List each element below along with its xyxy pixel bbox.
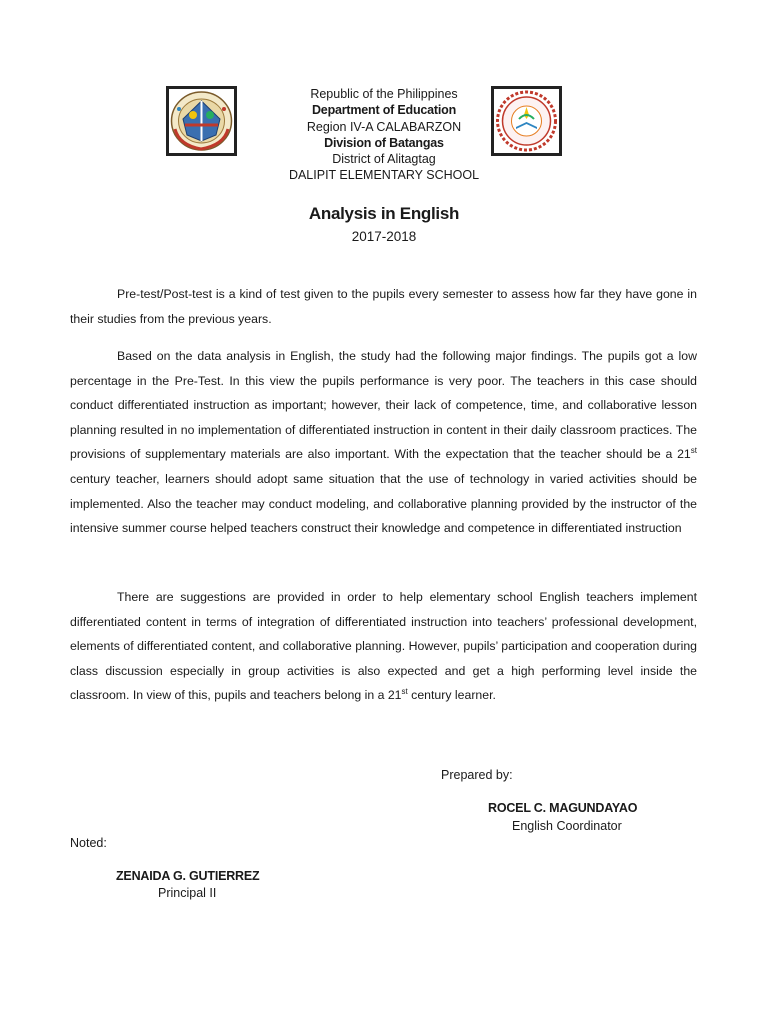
republic-line: Republic of the Philippines <box>310 87 458 101</box>
school-seal-logo <box>166 86 237 156</box>
division-line: Division of Batangas <box>324 135 444 150</box>
prepared-by-label: Prepared by: <box>441 768 513 782</box>
paragraph-1-text: Pre-test/Post-test is a kind of test given to the pupils every semester to assess how far they have gone in their studies from the previous years. <box>70 287 697 326</box>
noted-by-name: ZENAIDA G. GUTIERREZ <box>116 869 260 883</box>
prepared-by-name: ROCEL C. MAGUNDAYAO <box>488 801 638 815</box>
paragraph-2 <box>70 344 697 541</box>
department-line: Department of Education <box>311 103 457 118</box>
paragraph-2-superscript: st <box>690 446 697 456</box>
paragraph-2-text-a: Based on the data analysis in English, the study had the following major findings. The pupils got a low percentage in the Pre-Test. In this view the pupils performance is very poor. The teachers in this case should conduct differentiated instruction as important; however, their lack of competence, time, and collaborative lesson planning resulted in no implementation of differentiated instruction in content in their daily classroom practices. The provisions of supplementary materials are also important. With the expectation that the teacher should be a 21 <box>70 349 697 462</box>
paragraph-3-superscript: st <box>401 687 408 697</box>
paragraph-2-text-b: century teacher, learners should adopt same situation that the use of technology in varied activities should be implemented. Also the teacher may conduct modeling, and collaborative planning provided by the instructor of the intensive summer course helped teachers construct their knowledge and competence in differentiated instruction <box>70 471 697 536</box>
deped-division-seal-logo <box>491 86 562 156</box>
letterhead <box>234 86 534 184</box>
paragraph-3-text-a: There are suggestions are provided in order to help elementary school English teachers implement differentiated content in terms of integration of differentiated instruction into teachers’ professional development, elements of differentiated content, and collaborative planning. However, pupils’ participation and cooperation during class discussion especially in group activities is also expected and get a high performing level inside the classroom. In view of this, pupils and teachers belong in a 21 <box>70 590 697 703</box>
document-title: Analysis in English <box>308 204 460 223</box>
paragraph-3 <box>70 585 697 708</box>
school-seal-icon <box>169 89 234 153</box>
school-line: DALIPIT ELEMENTARY SCHOOL <box>288 168 480 183</box>
prepared-by-role: English Coordinator <box>512 819 622 833</box>
paragraph-1 <box>70 282 697 331</box>
school-year: 2017-2018 <box>351 229 417 244</box>
region-line: Region IV-A CALABARZON <box>306 119 462 134</box>
paragraph-3-text-b: century learner. <box>407 688 496 703</box>
noted-by-label: Noted: <box>70 836 107 850</box>
noted-by-role: Principal II <box>158 886 217 900</box>
deped-seal-icon <box>494 89 559 153</box>
district-line: District of Alitagtag <box>332 152 436 167</box>
